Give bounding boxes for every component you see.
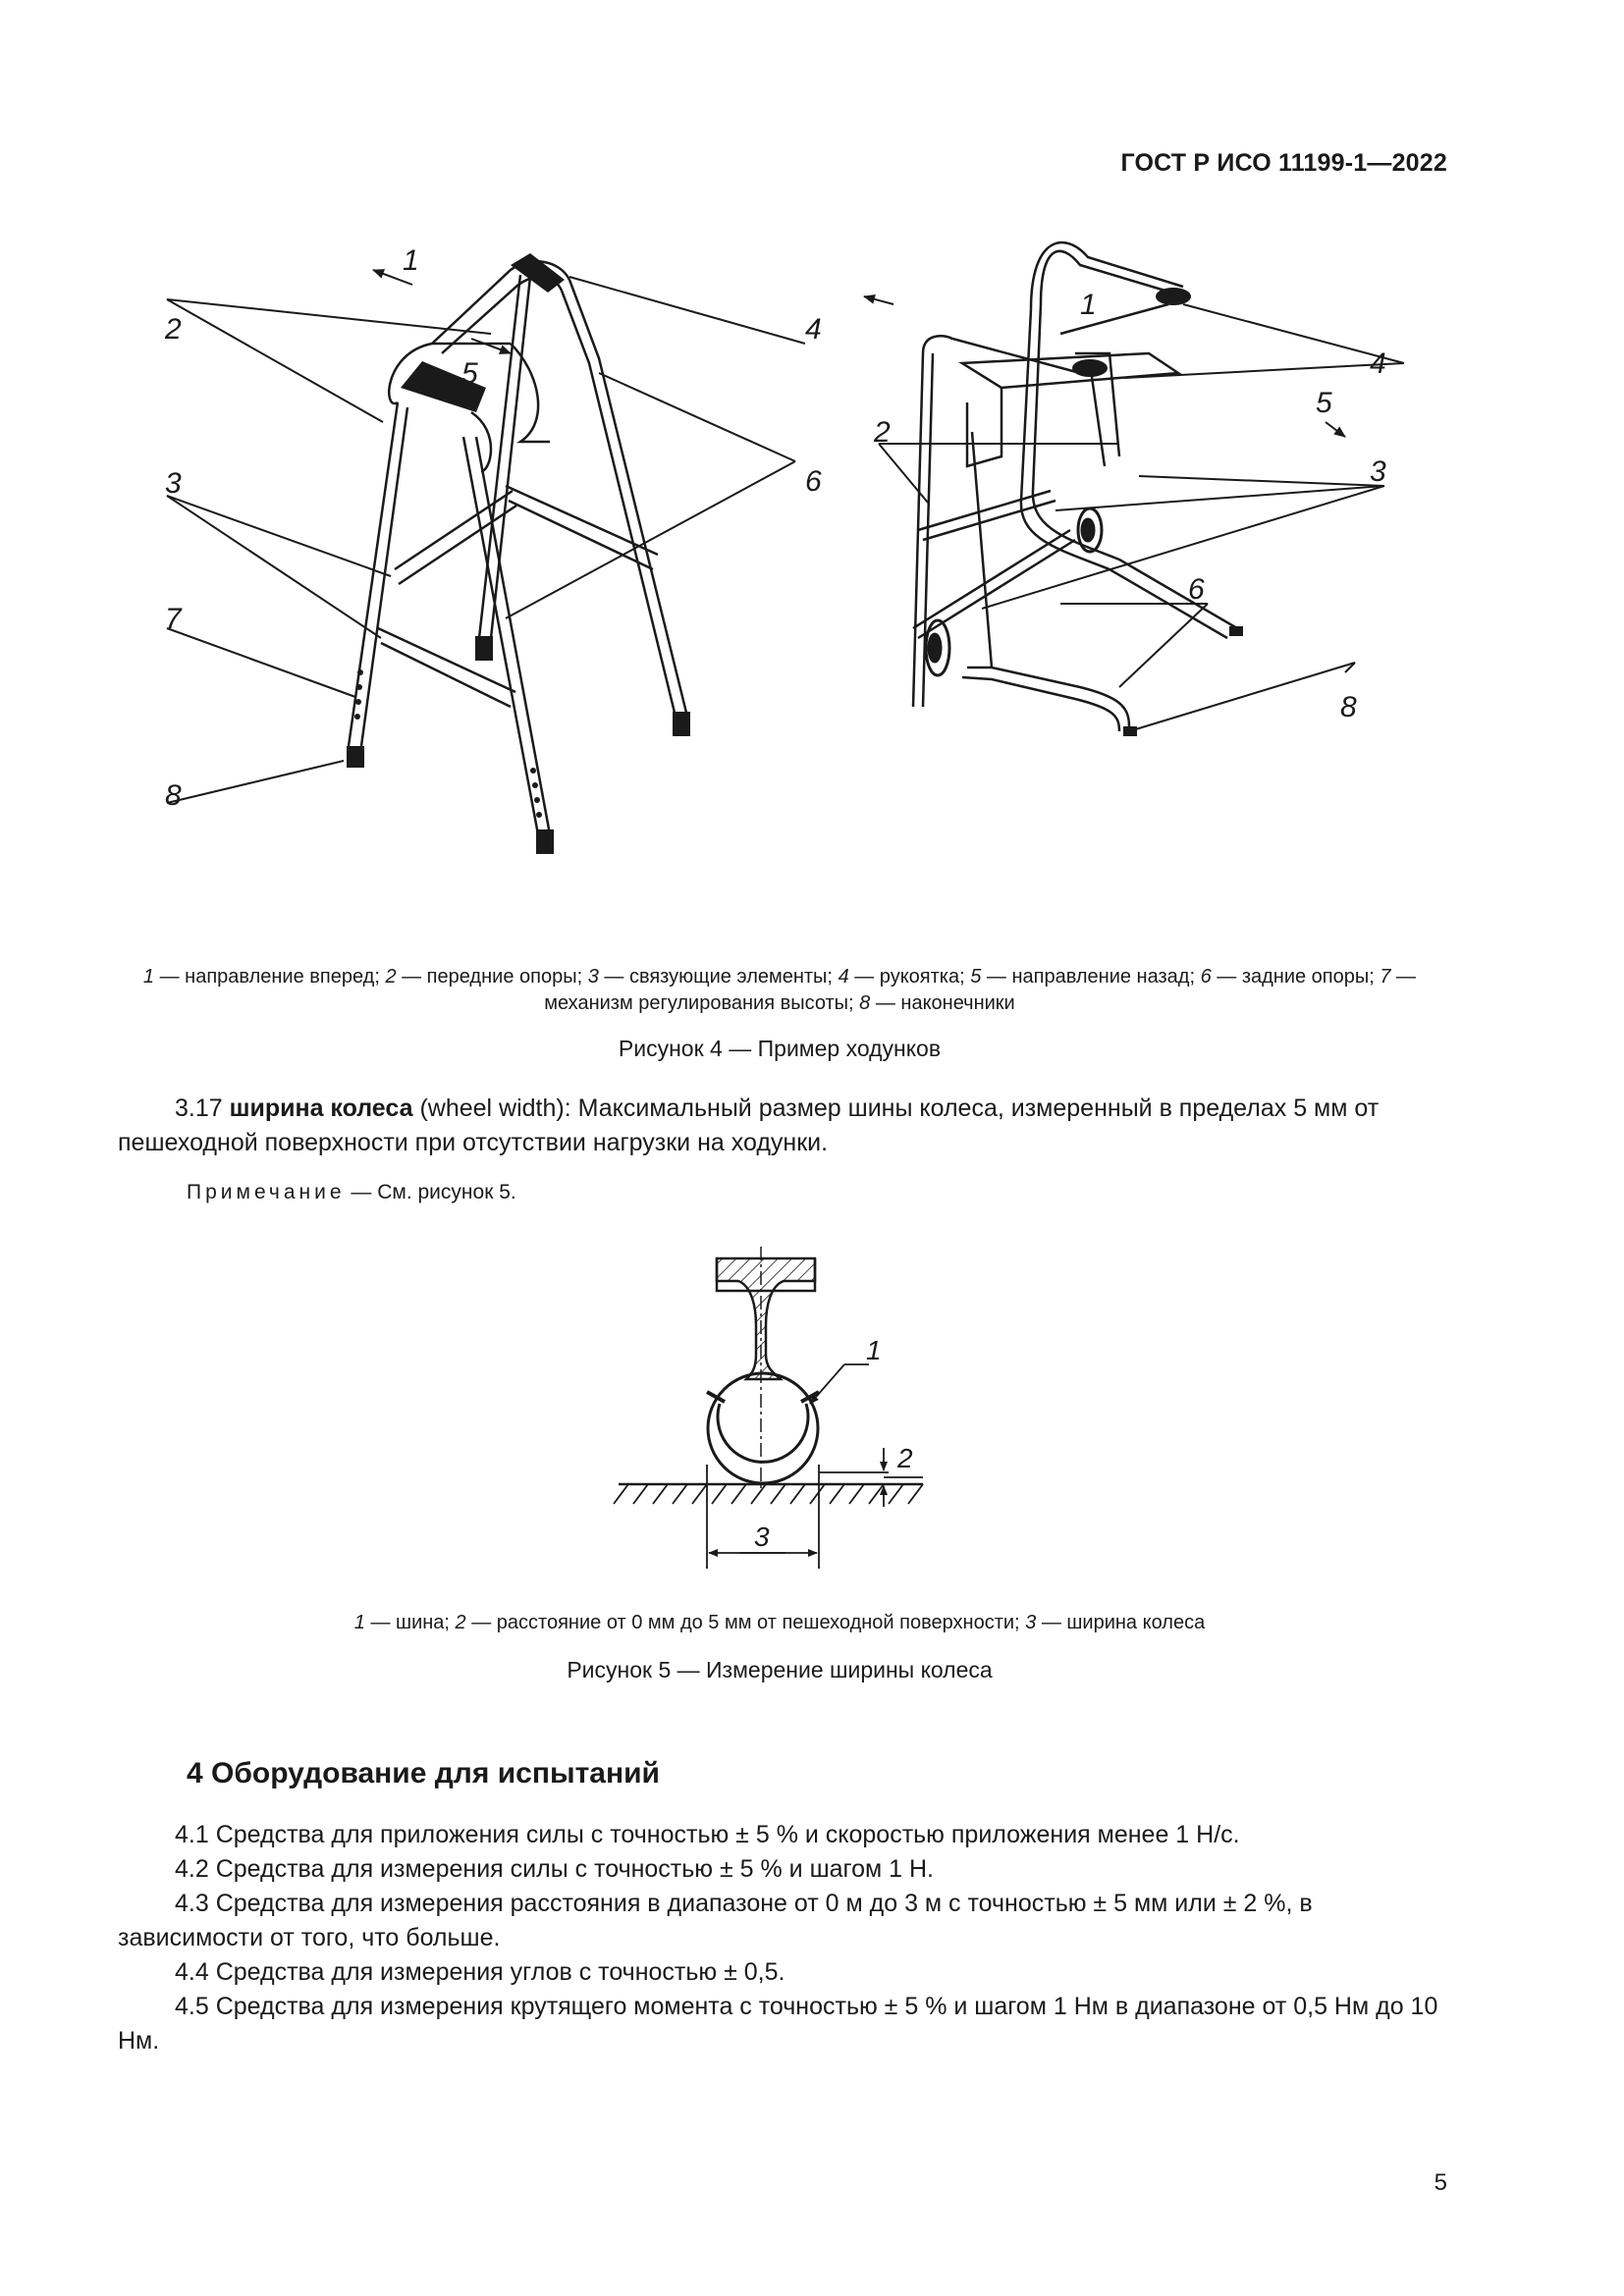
section-item: 4.4 Средства для измерения углов с точностью ± 0,5. (175, 1958, 785, 1986)
figure-5-legend (116, 1610, 1443, 1636)
figure-5-title: Рисунок 5 — Измерение ширины колеса (567, 1657, 993, 1682)
section-item: 4.1 Средства для приложения силы с точностью ± 5 % и скоростью приложения менее 1 Н/с. (175, 1821, 1240, 1848)
note: Примечание — См. рисунок 5. (187, 1181, 516, 1203)
callout-4-8: 8 (165, 779, 182, 812)
callout-4r-8: 8 (1340, 691, 1357, 723)
legend-item: 6 — задние опоры; (1200, 966, 1380, 988)
legend-item: 1 — направление вперед; (142, 966, 386, 988)
figure-4-title: Рисунок 4 — Пример ходунков (618, 1036, 942, 1061)
figure-5-drawing (609, 1247, 933, 1580)
legend-item: 3 — связующие элементы; (587, 966, 839, 988)
callout-5-1: 1 (866, 1335, 882, 1365)
section-heading: 4 Оборудование для испытаний (187, 1757, 660, 1789)
callout-5-3: 3 (754, 1522, 770, 1552)
section-item: 4.5 Средства для измерения крутящего момента с точностью ± 5 % и шагом 1 Нм в диапазоне от 0,5 Нм до 10 Нм. (118, 1993, 1438, 2055)
term-word: ширина колеса (229, 1095, 413, 1122)
page-number: 5 (1434, 2169, 1447, 2196)
callout-4-5: 5 (461, 357, 478, 390)
legend-item: 7 — механизм регулирования высоты; (544, 966, 1417, 1014)
callout-4-7: 7 (165, 603, 182, 635)
leaders-left (167, 270, 805, 803)
figure-4-legend (116, 964, 1443, 1017)
callout-4r-4: 4 (1370, 347, 1386, 380)
section-item: 4.3 Средства для измерения расстояния в диапазоне от 0 м до 3 м с точностью ± 5 мм или ± 2 %, в зависимости от того, что больше. (118, 1890, 1313, 1951)
walker-frame-right (913, 242, 1237, 731)
term-3-17: 3.17 ширина колеса (wheel width): Максимальный размер шины колеса, измеренный в пределах 5 мм от пешеходной поверхности при отсутствии нагрузки на ходунки. (118, 1095, 1380, 1156)
callout-4-3: 3 (165, 467, 182, 500)
note-label: Примечание (187, 1181, 346, 1203)
callout-4r-5: 5 (1316, 387, 1332, 419)
document-code: ГОСТ Р ИСО 11199-1—2022 (1120, 149, 1447, 177)
callout-5-2: 2 (897, 1443, 913, 1473)
figure-4-drawing (137, 226, 1453, 942)
callout-4r-1: 1 (1080, 289, 1097, 321)
legend-item: 8 — наконечники (859, 992, 1015, 1014)
callout-4r-3: 3 (1370, 455, 1386, 488)
legend-item: 2 — передние опоры; (385, 966, 588, 988)
callout-4r-2: 2 (874, 416, 891, 449)
callout-4-6: 6 (805, 465, 822, 498)
legend-item: 2 — расстояние от 0 мм до 5 мм от пешеходной поверхности; (455, 1612, 1026, 1633)
legend-item: 5 — направление назад; (970, 966, 1201, 988)
legend-item: 3 — ширина колеса (1025, 1612, 1206, 1633)
callout-4-2: 2 (165, 313, 182, 346)
callout-4-4: 4 (805, 313, 822, 346)
legend-item: 4 — рукоятка; (838, 966, 971, 988)
callout-4r-6: 6 (1188, 573, 1205, 606)
callout-4-1: 1 (403, 244, 419, 277)
legend-item: 1 — шина; (353, 1612, 456, 1633)
wheels-right (926, 508, 1102, 675)
section-item: 4.2 Средства для измерения силы с точностью ± 5 % и шагом 1 Н. (175, 1855, 934, 1883)
